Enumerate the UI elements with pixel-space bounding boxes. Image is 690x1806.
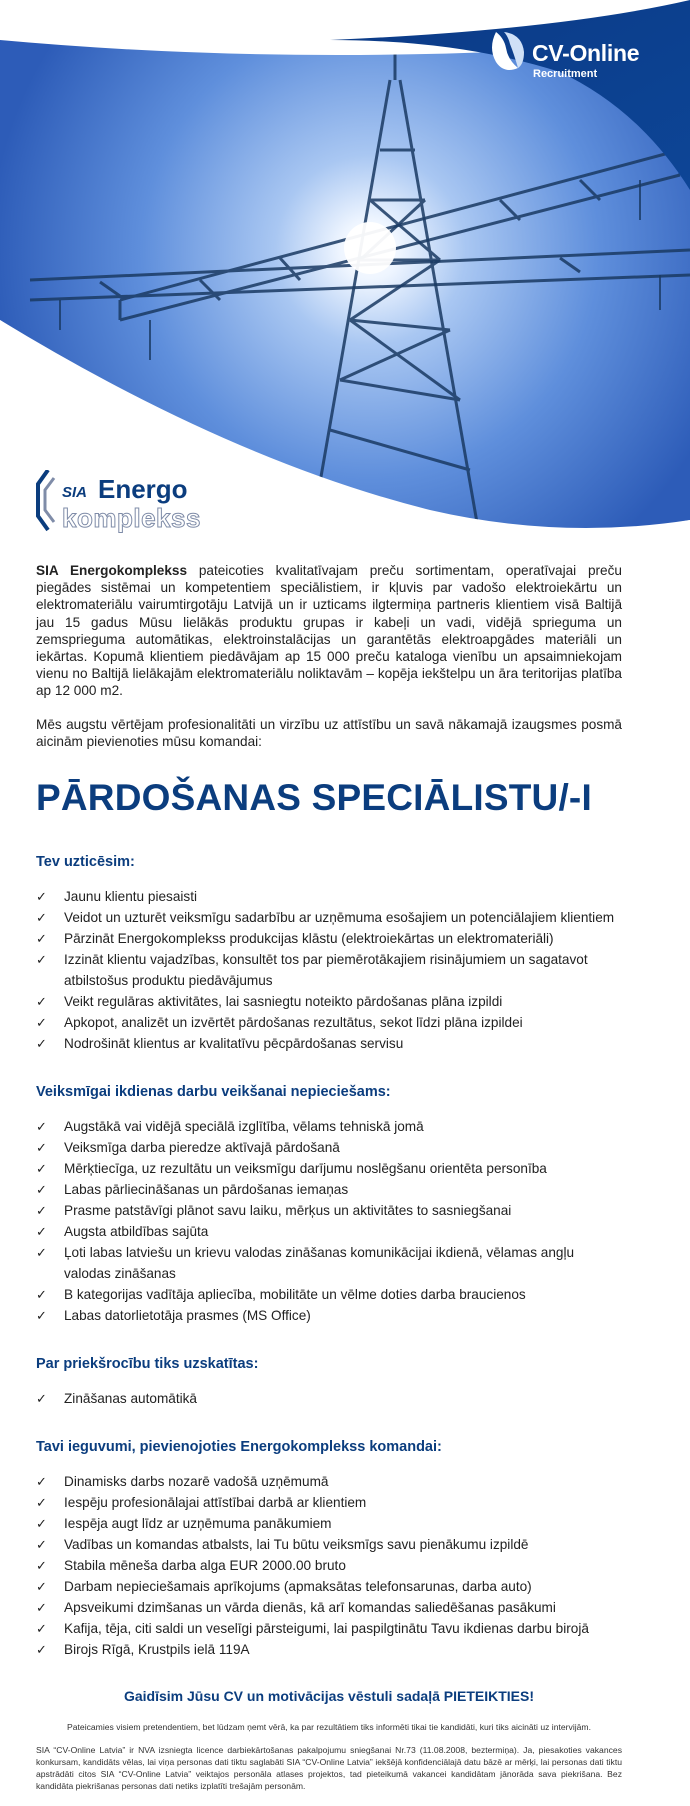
list-item-text: Labas datorlietotāja prasmes (MS Office) bbox=[64, 1308, 311, 1324]
checkmark-icon: ✓ bbox=[36, 1621, 47, 1637]
list-item bbox=[36, 886, 622, 907]
list-item-text: Veikt regulāras aktivitātes, lai sasniegtu noteikto pārdošanas plāna izpildi bbox=[64, 994, 503, 1010]
list-item bbox=[36, 1492, 622, 1513]
checkmark-icon: ✓ bbox=[36, 1391, 47, 1407]
checkmark-icon: ✓ bbox=[36, 1161, 47, 1177]
list-item-text: Mērķtiecīga, uz rezultātu un veiksmīgu darījumu noslēgšanu orientēta personība bbox=[64, 1161, 547, 1177]
list-item bbox=[36, 1200, 622, 1221]
list-item bbox=[36, 1555, 622, 1576]
list-item-text: Jaunu klientu piesaisti bbox=[64, 889, 197, 905]
list-item bbox=[36, 1137, 622, 1158]
section-heading: Veiksmīgai ikdienas darbu veikšanai nepieciešams: bbox=[36, 1084, 391, 1101]
section-list bbox=[36, 1471, 622, 1660]
list-item-text: Stabila mēneša darba alga EUR 2000.00 bruto bbox=[64, 1558, 346, 1574]
list-item-text: Izzināt klientu vajadzības, konsultēt tos par piemērotākajiem risinājumiem un sagatavot atbilstošus produktu piedāvājumus bbox=[64, 952, 588, 989]
list-item-text: Apsveikumi dzimšanas un vārda dienās, kā arī komandas saliedēšanas pasākumi bbox=[64, 1600, 556, 1616]
checkmark-icon: ✓ bbox=[36, 1558, 47, 1574]
list-item-text: Veidot un uzturēt veiksmīgu sadarbību ar uzņēmuma esošajiem un potenciālajiem klientiem bbox=[64, 910, 615, 926]
list-item bbox=[36, 1305, 622, 1326]
intro-paragraph bbox=[36, 562, 622, 700]
list-item-text: Veiksmīga darba pieredze aktīvajā pārdošanā bbox=[64, 1140, 340, 1156]
cv-online-drop-icon bbox=[488, 30, 526, 74]
checkmark-icon: ✓ bbox=[36, 910, 47, 926]
logo-energo: Energo bbox=[98, 474, 188, 504]
list-item bbox=[36, 949, 622, 991]
list-item-text: Darbam nepieciešamais aprīkojums (apmaksātas telefonsarunas, darba auto) bbox=[64, 1579, 532, 1595]
checkmark-icon: ✓ bbox=[36, 1015, 47, 1031]
list-item bbox=[36, 1179, 622, 1200]
list-item bbox=[36, 1033, 622, 1054]
checkmark-icon: ✓ bbox=[36, 1642, 47, 1658]
list-item bbox=[36, 1534, 622, 1555]
list-item-text: Ļoti labas latviešu un krievu valodas zināšanas komunikācijai ikdienā, vēlamas angļu valodas zināšanas bbox=[64, 1245, 575, 1282]
logo-komplekss: komplekss bbox=[62, 503, 201, 533]
checkmark-icon: ✓ bbox=[36, 1600, 47, 1616]
checkmark-icon: ✓ bbox=[36, 1140, 47, 1156]
list-item-text: Augstākā vai vidējā speciālā izglītība, vēlams tehniskā jomā bbox=[64, 1119, 424, 1135]
list-item-text: Iespēja augt līdz ar uzņēmuma panākumiem bbox=[64, 1516, 332, 1532]
list-item bbox=[36, 907, 622, 928]
section-list bbox=[36, 1388, 622, 1409]
intro-invite: Mēs augstu vērtējam profesionalitāti un virzību uz attīstību un savā nākamajā izaugsmes posmā aicinām pievienoties mūsu komandai: bbox=[36, 716, 622, 749]
list-item-text: Zināšanas automātikā bbox=[64, 1391, 197, 1407]
checkmark-icon: ✓ bbox=[36, 1516, 47, 1532]
apply-call-to-action: Gaidīsim Jūsu CV un motivācijas vēstuli sadaļā PIETEIKTIES! bbox=[123, 1688, 535, 1705]
list-item-text: Iespēju profesionālajai attīstībai darbā ar klientiem bbox=[64, 1495, 367, 1511]
list-item bbox=[36, 1597, 622, 1618]
checkmark-icon: ✓ bbox=[36, 1308, 47, 1324]
checkmark-icon: ✓ bbox=[36, 1182, 47, 1198]
list-item-text: Birojs Rīgā, Krustpils ielā 119A bbox=[64, 1642, 250, 1658]
checkmark-icon: ✓ bbox=[36, 1036, 47, 1052]
list-item-text: Vadības un komandas atbalsts, lai Tu būtu veiksmīgs savu pienākumu izpildē bbox=[64, 1537, 529, 1553]
list-item bbox=[36, 1284, 622, 1305]
list-item-text: Pārzināt Energokomplekss produkcijas klāstu (elektroiekārtas un elektromateriāli) bbox=[64, 931, 554, 947]
list-item bbox=[36, 928, 622, 949]
cv-online-name: CV-Online bbox=[532, 40, 640, 66]
list-item bbox=[36, 1221, 622, 1242]
list-item bbox=[36, 991, 622, 1012]
checkmark-icon: ✓ bbox=[36, 1287, 47, 1303]
list-item-text: B kategorijas vadītāja apliecība, mobilitāte un vēlme doties darba braucienos bbox=[64, 1287, 526, 1303]
checkmark-icon: ✓ bbox=[36, 952, 47, 968]
logo-sia: SIA bbox=[62, 484, 88, 501]
checkmark-icon: ✓ bbox=[36, 889, 47, 905]
checkmark-icon: ✓ bbox=[36, 1119, 47, 1135]
section-list bbox=[36, 1116, 622, 1326]
list-item-text: Kafija, tēja, citi saldi un veselīgi pārsteigumi, lai paspilgtinātu Tavu ikdienas darbu birojā bbox=[64, 1621, 589, 1637]
section-heading: Par priekšrocību tiks uzskatītas: bbox=[36, 1356, 259, 1373]
list-item bbox=[36, 1513, 622, 1534]
list-item bbox=[36, 1576, 622, 1597]
list-item-text: Prasme patstāvīgi plānot savu laiku, mērķus un aktivitātes to sasniegšanai bbox=[64, 1203, 512, 1219]
intro-text: pateicoties kvalitatīvajam preču sortimentam, operatīvajai preču piegādes sistēmai un kompetentiem speciālistiem, ir kļuvis par vadošo elektroiekārtu un elektromateriālu vairumtirgotāju Latvijā un ir uzticams ilgtermiņa partneris klientiem visā Baltijā jau 15 gadus Mūsu lielākās produktu grupas ir kabeļi un vadi, vidējā sprieguma un zemsprieguma automātikas, elektroinstalācijas un garantētās elektroapgādes materiāli un iekārtas. Kopumā klientiem piedāvājam ap 15 000 preču kataloga vienību un apsaimniekojam vienu no Baltijā lielākajām elektromateriālu noliktavām – kopēja iekštelpu un āra teritorijas platība ap 12 000 m2. bbox=[36, 563, 622, 699]
list-item bbox=[36, 1158, 622, 1179]
checkmark-icon: ✓ bbox=[36, 1245, 47, 1261]
section-heading: Tev uzticēsim: bbox=[36, 854, 135, 871]
list-item bbox=[36, 1012, 622, 1033]
list-item bbox=[36, 1388, 622, 1409]
checkmark-icon: ✓ bbox=[36, 931, 47, 947]
job-title: PĀRDOŠANAS SPECIĀLISTU/-I bbox=[36, 777, 592, 819]
list-item bbox=[36, 1116, 622, 1137]
checkmark-icon: ✓ bbox=[36, 1579, 47, 1595]
energokomplekss-logo bbox=[32, 470, 212, 540]
checkmark-icon: ✓ bbox=[36, 1537, 47, 1553]
checkmark-icon: ✓ bbox=[36, 1474, 47, 1490]
list-item bbox=[36, 1639, 622, 1660]
intro-company: SIA Energokomplekss bbox=[36, 563, 188, 578]
ad-content bbox=[36, 562, 622, 1792]
cv-online-logo bbox=[488, 28, 668, 84]
hero-banner bbox=[0, 0, 690, 540]
cv-online-sub: Recruitment bbox=[533, 68, 598, 80]
list-item-text: Apkopot, analizēt un izvērtēt pārdošanas rezultātus, sekot līdzi plāna izpildei bbox=[64, 1015, 523, 1031]
list-item bbox=[36, 1471, 622, 1492]
checkmark-icon: ✓ bbox=[36, 994, 47, 1010]
section-heading: Tavi ieguvumi, pievienojoties Energokomplekss komandai: bbox=[36, 1439, 442, 1456]
list-item-text: Labas pārliecināšanas un pārdošanas iemaņas bbox=[64, 1182, 349, 1198]
checkmark-icon: ✓ bbox=[36, 1203, 47, 1219]
list-item-text: Dinamisks darbs nozarē vadošā uzņēmumā bbox=[64, 1474, 329, 1490]
disclaimer: Pateicamies visiem pretendentiem, bet lūdzam ņemt vērā, ka par rezultātiem tiks informēti tikai tie kandidāti, kuri tiks aicināti uz intervijām. bbox=[67, 1722, 591, 1733]
energokomplekss-mark-icon bbox=[32, 470, 58, 536]
legal-notice: SIA “CV-Online Latvia” ir NVA izsniegta licence darbiekārtošanas pakalpojumu sniegšanai Nr.73 (11.08.2008, beztermiņa). Ja, piesakoties vakances konkursam, kandidāts vēlas, lai viņa personas dati tiktu saglabāti SIA “CV-Online Latvia” iekšējā konfidenciālajā datu bāzē ar mērķi, lai personas dati tiktu apstrādāti citos SIA “CV-Online Latvia” veiktajos personāla atlases projektos, tad pieteikumā vakancei kandidātam jānorāda sava piekrišana. Bez kandidāta piekrišanas personas dati netiks izplatīti trešajām personām. bbox=[36, 1745, 622, 1792]
sections bbox=[36, 854, 622, 1660]
list-item-text: Nodrošināt klientus ar kvalitatīvu pēcpārdošanas servisu bbox=[64, 1036, 404, 1052]
section-list bbox=[36, 886, 622, 1054]
list-item bbox=[36, 1618, 622, 1639]
checkmark-icon: ✓ bbox=[36, 1224, 47, 1240]
list-item bbox=[36, 1242, 622, 1284]
checkmark-icon: ✓ bbox=[36, 1495, 47, 1511]
list-item-text: Augsta atbildības sajūta bbox=[64, 1224, 209, 1240]
